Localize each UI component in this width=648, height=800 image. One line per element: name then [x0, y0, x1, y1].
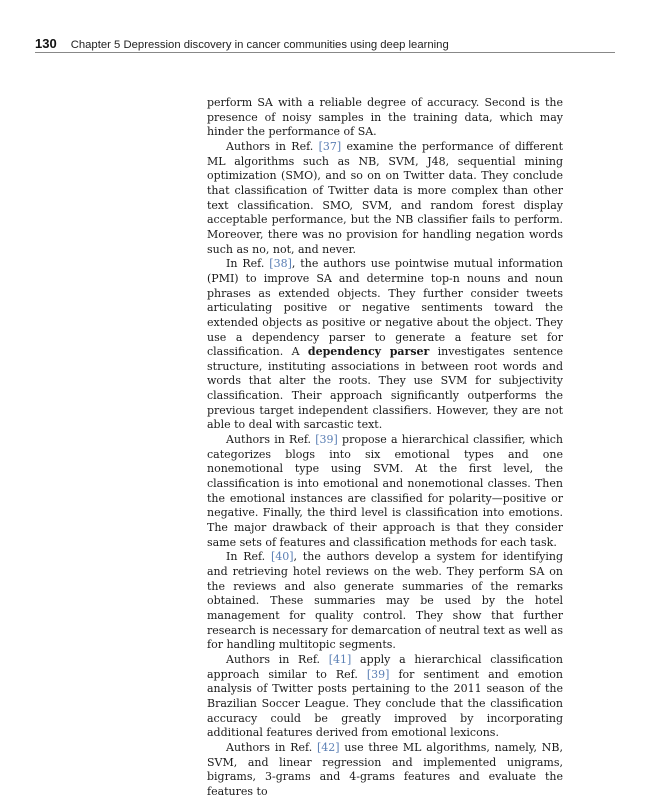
- paragraph-text: Authors in Ref.: [226, 652, 329, 666]
- paragraph: [207, 433, 563, 550]
- paragraph-text: perform SA with a reliable degree of accuracy. Second is the presence of noisy samples in the training data, which may hinder the performance of SA.: [207, 96, 563, 139]
- paragraph: [207, 741, 563, 800]
- chapter-title: Depression discovery in cancer communities using deep learning: [123, 39, 449, 51]
- header-rule: [35, 52, 615, 53]
- citation-link[interactable]: [42]: [316, 740, 340, 754]
- paragraph: [207, 653, 563, 741]
- paragraph-text: investigates sentence structure, instituting associations in between root words and words that alter the roots. They use SVM for subjectivity classification. Their approach significantly outperforms the previous target independent classifiers. However, they are not able to deal with sarcastic text.: [207, 345, 563, 432]
- citation-link[interactable]: [38]: [269, 257, 292, 271]
- citation-link[interactable]: [39]: [315, 433, 338, 447]
- citation-link[interactable]: [41]: [328, 652, 352, 666]
- paragraph-text: for sentiment and emotion analysis of Twitter posts pertaining to the 2011 season of the Brazilian Soccer League. They conclude that the classification accuracy could be greatly improved by incorporating additional features derived from emotional lexicons.: [207, 667, 563, 740]
- key-term: dependency parser: [307, 345, 430, 359]
- chapter-label: Chapter 5: [70, 39, 121, 51]
- paragraph: [207, 550, 563, 653]
- citation-link[interactable]: [40]: [270, 550, 294, 564]
- paragraph-text: Authors in Ref.: [226, 740, 317, 754]
- paragraph-text: , the authors use pointwise mutual information (PMI) to improve SA and determine top-n nouns and noun phrases as extended objects. They further consider tweets articulating positive or negative sentiments toward the extended objects as positive or negative about the object. They use a dependency parser to generate a feature set for classification. A: [207, 257, 563, 359]
- paragraph-text: In Ref.: [226, 257, 270, 271]
- citation-link[interactable]: [39]: [366, 667, 390, 681]
- paragraph: [207, 140, 563, 257]
- page-number: 130: [35, 36, 57, 51]
- body-text: [207, 96, 563, 800]
- paragraph-text: propose a hierarchical classifier, which categorizes blogs into six emotional types and one nonemotional type using SVM. At the first level, the classification is into emotional and nonemotional classes. Then the emotional instances are classified for polarity—positive or negative. Finally, the third level is classification into emotions. The major drawback of their approach is that they consider same sets of features and classification methods for each task.: [207, 433, 564, 549]
- paragraph-text: examine the performance of different ML algorithms such as NB, SVM, J48, sequential mining optimization (SMO), and so on on Twitter data. They conclude that classification of Twitter data is more complex than other text classification. SMO, SVM, and random forest display acceptable performance, but the NB classifier fails to perform. Moreover, there was no provision for handling negation words such as no, not, and never.: [207, 139, 564, 256]
- paragraph-text: Authors in Ref.: [226, 433, 316, 447]
- paragraph-text: In Ref.: [226, 550, 271, 564]
- paragraph-text: apply a hierarchical classification approach similar to Ref.: [207, 652, 563, 681]
- paragraph-text: , the authors develop a system for identifying and retrieving hotel reviews on the web. They perform SA on the reviews and also generate summaries of the remarks obtained. These summaries may be used by the hotel management for quality control. They show that further research is necessary for demarcation of neutral text as well as for handling multitopic segments.: [207, 550, 564, 652]
- paragraph-text: Authors in Ref.: [226, 139, 319, 153]
- paragraph: [207, 96, 563, 140]
- citation-link[interactable]: [37]: [318, 139, 342, 153]
- paragraph-text: use three ML algorithms, namely, NB, SVM, and linear regression and implemented unigrams, bigrams, 3-grams and 4-grams features and evaluate the features to: [207, 740, 563, 798]
- paragraph: [207, 257, 563, 433]
